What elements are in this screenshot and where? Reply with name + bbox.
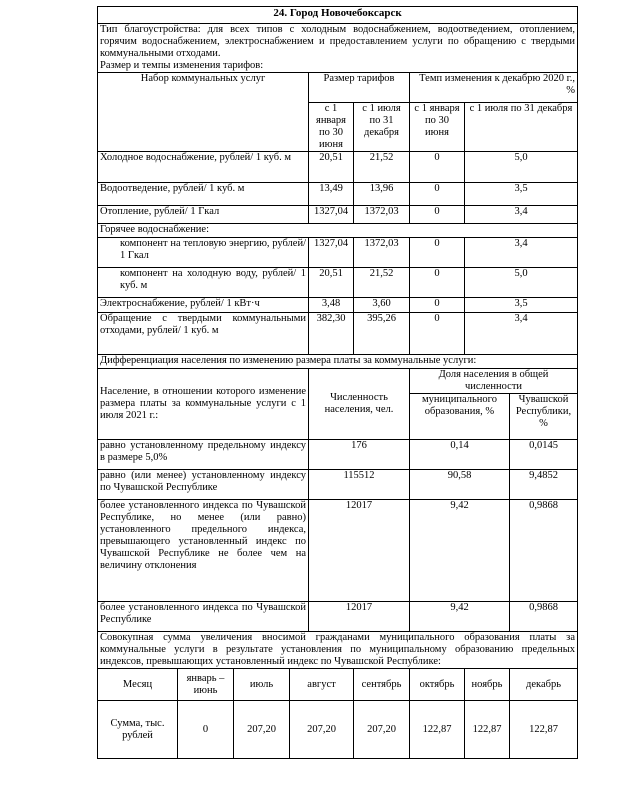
rate-sub-jul: с 1 июля по 31 декабря bbox=[465, 103, 578, 152]
diff-row: равно установленному предельному индексу в размере 5,0% 176 0,14 0,0145 bbox=[98, 440, 578, 470]
sum-value: 122,87 bbox=[510, 701, 578, 759]
diff-sub-municipal: муниципального образования, % bbox=[410, 394, 510, 440]
tariff-row: Электроснабжение, рублей/ 1 кВт·ч 3,48 3,60 0 3,5 bbox=[98, 298, 578, 313]
sum-value: 207,20 bbox=[290, 701, 354, 759]
hot-water-label: Горячее водоснабжение: bbox=[98, 224, 578, 238]
rate-sub-jan: с 1 января по 30 июня bbox=[410, 103, 465, 152]
month-name: октябрь bbox=[410, 669, 465, 701]
sum-caption: Совокупная сумма увеличения вносимой гражданами муниципального образования платы за коммунальные услуги в результате установления по муниципальному образованию предельных индексов, превышающих установленный индекс по Чувашской Республике: bbox=[98, 632, 578, 669]
tariff-row: компонент на тепловую энергию, рублей/ 1 Гкал 1327,04 1372,03 0 3,4 bbox=[98, 238, 578, 268]
sum-value: 0 bbox=[178, 701, 234, 759]
diff-col-share: Доля населения в общей численности bbox=[410, 369, 578, 394]
month-name: сентябрь bbox=[354, 669, 410, 701]
tariff-col-rate: Темп изменения к декабрю 2020 г., % bbox=[410, 73, 578, 103]
tariff-sub-jan: с 1 января по 30 июня bbox=[309, 103, 354, 152]
tariff-row: Обращение с твердыми коммунальными отходами, рублей/ 1 куб. м 382,30 395,26 0 3,4 bbox=[98, 313, 578, 355]
sums-row bbox=[98, 701, 578, 759]
month-name: июль bbox=[234, 669, 290, 701]
tariff-row: Отопление, рублей/ 1 Гкал 1327,04 1372,03 0 3,4 bbox=[98, 206, 578, 224]
tariff-row: Водоотведение, рублей/ 1 куб. м 13,49 13,96 0 3,5 bbox=[98, 183, 578, 206]
tariffs-caption: Размер и темпы изменения тарифов: bbox=[98, 60, 578, 73]
sum-label: Сумма, тыс. рублей bbox=[98, 701, 178, 759]
month-name: ноябрь bbox=[465, 669, 510, 701]
intro-text: Тип благоустройства: для всех типов с холодным водоснабжением, водоотведением, отоплением, горячим водоснабжением, электроснабжением и предоставлением услуги по обращению с твердыми коммунальными отходами. bbox=[98, 24, 578, 61]
sum-value: 207,20 bbox=[354, 701, 410, 759]
month-name: январь – июнь bbox=[178, 669, 234, 701]
month-name: декабрь bbox=[510, 669, 578, 701]
document-title: 24. Город Новочебоксарск bbox=[98, 7, 578, 24]
diff-col-count: Численность населения, чел. bbox=[309, 369, 410, 440]
sum-value: 122,87 bbox=[465, 701, 510, 759]
months-row bbox=[98, 669, 578, 701]
month-label: Месяц bbox=[98, 669, 178, 701]
diff-sub-republic: Чувашской Республики, % bbox=[510, 394, 578, 440]
diff-row: равно (или менее) установленному индексу по Чувашской Республике 115512 90,58 9,4852 bbox=[98, 470, 578, 500]
tariff-col-size: Размер тарифов bbox=[309, 73, 410, 103]
tariff-col-service: Набор коммунальных услуг bbox=[98, 73, 309, 152]
tariff-row: Холодное водоснабжение, рублей/ 1 куб. м 20,51 21,52 0 5,0 bbox=[98, 152, 578, 183]
diff-col-population: Население, в отношении которого изменение размера платы за коммунальные услуги с 1 июля 2021 г.: bbox=[98, 369, 309, 440]
diff-row: более установленного индекса по Чувашской Республике, но менее (или равно) установленного предельного индекса, превышающего установленный индекс по Чувашской Республике не более чем на величину отклонения 12017 9,42 0,9868 bbox=[98, 500, 578, 602]
document bbox=[97, 6, 577, 759]
diff-caption: Дифференциация населения по изменению размера платы за коммунальные услуги: bbox=[98, 355, 578, 369]
sum-value: 122,87 bbox=[410, 701, 465, 759]
main-table bbox=[97, 6, 578, 759]
diff-row: более установленного индекса по Чувашской Республике 12017 9,42 0,9868 bbox=[98, 602, 578, 632]
sum-value: 207,20 bbox=[234, 701, 290, 759]
month-name: август bbox=[290, 669, 354, 701]
tariff-sub-jul: с 1 июля по 31 декабря bbox=[354, 103, 410, 152]
tariff-row: компонент на холодную воду, рублей/ 1 куб. м 20,51 21,52 0 5,0 bbox=[98, 268, 578, 298]
